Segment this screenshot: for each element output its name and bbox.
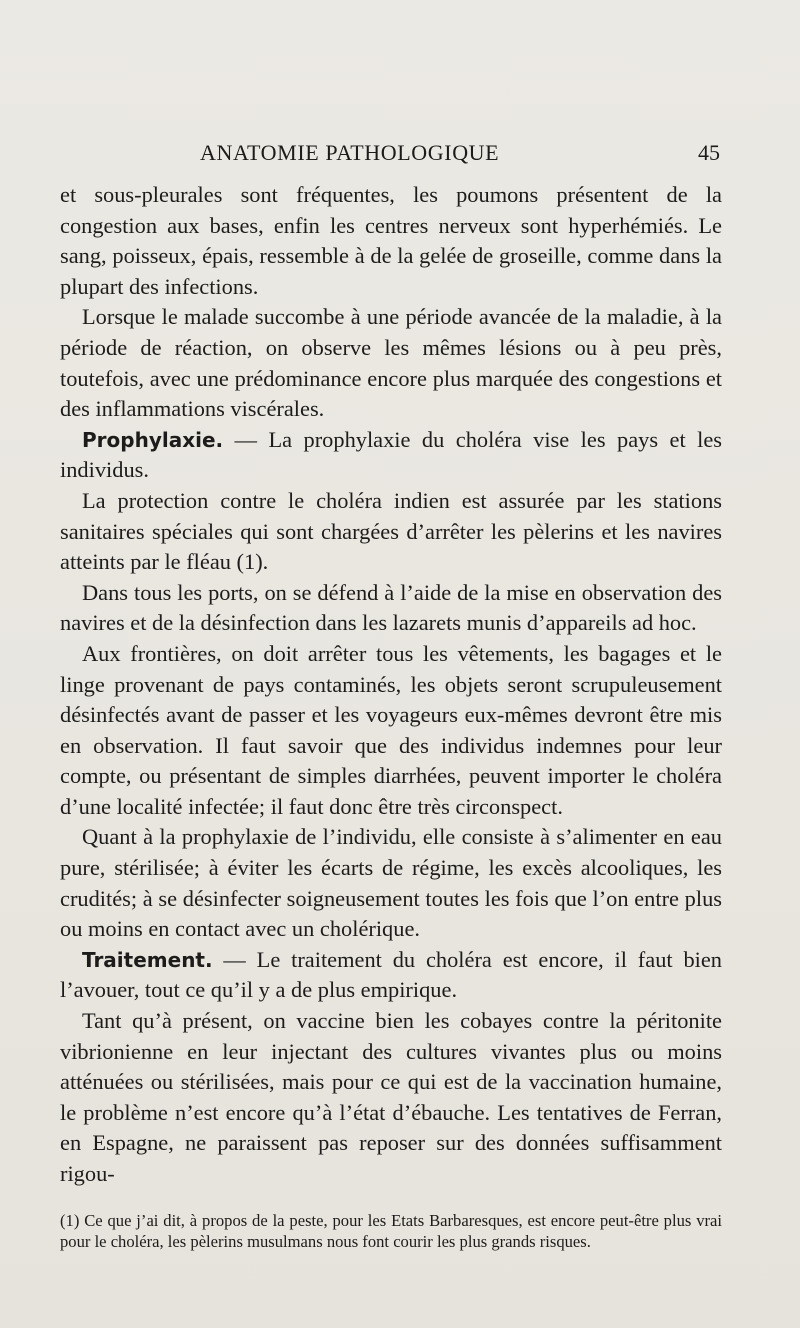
- paragraph-6: Aux frontières, on doit arrêter tous les vêtements, les bagages et le linge provenant de pays contaminés, les objets seront scrupuleusement désinfectés avant de passer et les voyageurs eux-mêmes devront être mis en observation. Il faut savoir que des individus indemnes pour leur compte, ou présentant de simples diarrhées, peuvent importer le choléra d’une localité infectée; il faut donc être très circonspect.: [60, 640, 722, 819]
- paragraph-7: Quant à la prophylaxie de l’individu, elle consiste à s’alimenter en eau pure, stérilisée; à éviter les écarts de régime, les excès alcooliques, les crudités; à se désinfecter soigneusement toutes les fois que l’on entre plus ou moins en contact avec un cholérique.: [60, 824, 722, 942]
- paragraph-8-text: — Le traitement du choléra est encore, il faut bien l’avouer, tout ce qu’il y a de plus empirique.: [60, 946, 722, 1003]
- section-heading-prophylaxie: Prophylaxie.: [82, 427, 224, 452]
- paragraph-5: Dans tous les ports, on se défend à l’aide de la mise en observation des navires et de la désinfection dans les lazarets munis d’appareils ad hoc.: [60, 579, 722, 636]
- footnote: [60, 1210, 722, 1252]
- paragraph-9: Tant qu’à présent, on vaccine bien les cobayes contre la péritonite vibrionienne en leur injectant des cultures vivantes plus ou moins atténuées ou stérilisées, mais pour ce qui est de la vaccination humaine, le problème n’est encore qu’à l’état d’ébauche. Les tentatives de Ferran, en Espagne, ne paraissent pas reposer sur des données suffisamment rigou-: [60, 1008, 722, 1186]
- running-title: ANATOMIE PATHOLOGIQUE: [200, 140, 500, 165]
- page-header: [60, 140, 720, 170]
- paragraph-traitement: [60, 945, 722, 1006]
- body-text: [60, 180, 722, 1190]
- section-heading-traitement: Traitement.: [82, 947, 213, 972]
- paragraph-4: La protection contre le choléra indien est assurée par les stations sanitaires spéciales qui sont chargées d’arrêter les pèlerins et les navires atteints par le fléau (1).: [60, 487, 722, 575]
- paragraph-prophylaxie: [60, 425, 722, 486]
- page-number: 45: [698, 140, 720, 165]
- paragraph-1: et sous-pleurales sont fréquentes, les poumons présentent de la congestion aux bases, enfin les centres nerveux sont hyperhémiés. Le sang, poisseux, épais, ressemble à de la gelée de groseille, comme dans la plupart des infections.: [60, 182, 722, 299]
- footnote-text: (1) Ce que j’ai dit, à propos de la peste, pour les Etats Barbaresques, est encore peut-être plus vrai pour le choléra, les pèlerins musulmans nous font courir les plus grands risques.: [60, 1211, 722, 1251]
- paragraph-2: Lorsque le malade succombe à une période avancée de la maladie, à la période de réaction, on observe les mêmes lésions ou à peu près, toutefois, avec une prédominance encore plus marquée des congestions et des inflammations viscérales.: [60, 304, 722, 422]
- paragraph-3-text: — La prophylaxie du choléra vise les pays et les individus.: [60, 426, 722, 483]
